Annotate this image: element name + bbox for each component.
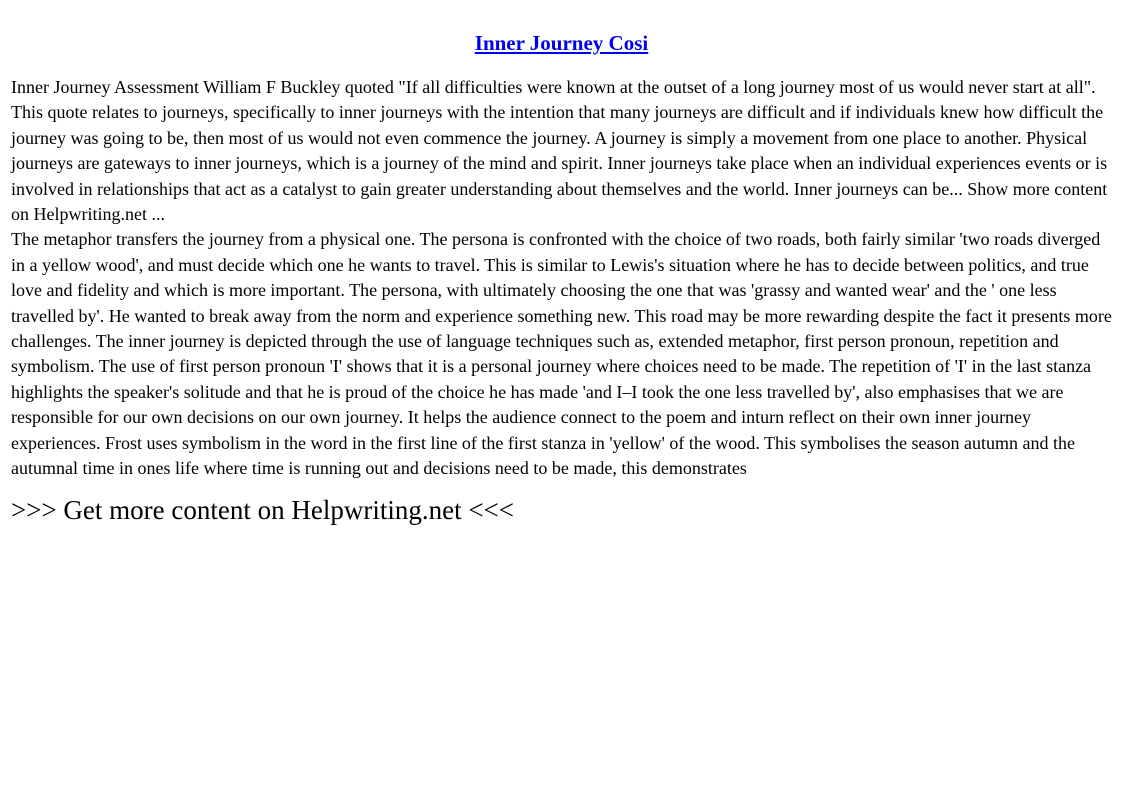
title-container xyxy=(11,0,1112,63)
get-more-content-link[interactable]: >>> Get more content on Helpwriting.net <<< xyxy=(11,494,515,525)
page-title-link[interactable]: Inner Journey Cosi xyxy=(474,31,649,55)
body-paragraph-2: The metaphor transfers the journey from a physical one. The persona is confronted with the choice of two roads, both fairly similar 'two roads diverged in a yellow wood', and must decide which one he wants to travel. This is similar to Lewis's situation where he has to decide between politics, and true love and fidelity and which is more important. The persona, with ultimately choosing the one that was 'grassy and wanted wear' and the ' one less travelled by'. He wanted to break away from the norm and experience something new. This road may be more rewarding despite the fact it presents more challenges. The inner journey is depicted through the use of language techniques such as, extended metaphor, first person pronoun, repetition and symbolism. The use of first person pronoun 'I' shows that it is a personal journey where choices need to be made. The repetition of 'I' in the last stanza highlights the speaker's solitude and that he is proud of the choice he has made 'and I–I took the one less travelled by', also emphasises that we are responsible for our own decisions on our own journey. It helps the audience connect to the poem and inturn reflect on their own inner journey experiences. Frost uses symbolism in the word in the first line of the first stanza in 'yellow' of the wood. This symbolises the season autumn and the autumnal time in ones life where time is running out and decisions need to be made, this demonstrates xyxy=(11,229,1112,479)
body-paragraph-1: Inner Journey Assessment William F Buckley quoted "If all difficulties were known at the outset of a long journey most of us would never start at all". This quote relates to journeys, specifically to inner journeys with the intention that many journeys are difficult and if individuals knew how difficult the journey was going to be, then most of us would not even commence the journey. A journey is simply a movement from one place to another. Physical journeys are gateways to inner journeys, which is a journey of the mind and spirit. Inner journeys take place when an individual experiences events or is involved in relationships that act as a catalyst to gain greater understanding about themselves and the world. Inner journeys can be... Show more content on Helpwriting.net ... xyxy=(11,77,1108,225)
